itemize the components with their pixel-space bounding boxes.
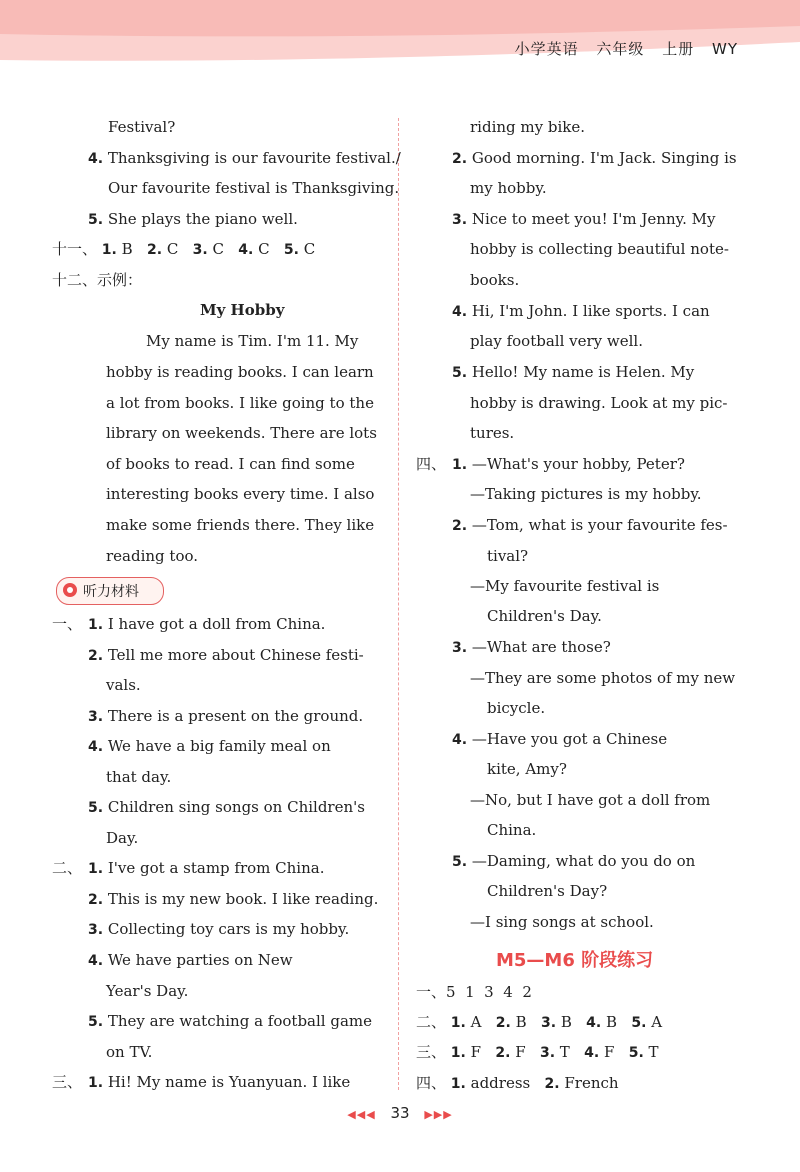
transcript-line: hobby is collecting beautiful note- xyxy=(470,240,729,258)
item-number: 4. xyxy=(586,1015,602,1031)
essay-line: hobby is reading books. I can learn xyxy=(106,363,374,381)
item-number: 2. xyxy=(146,242,163,258)
item-number: 3. xyxy=(192,242,208,258)
dialogue-line xyxy=(452,454,685,475)
dialogue-line xyxy=(452,637,611,658)
dialogue-line xyxy=(452,851,695,872)
item-number: 2. xyxy=(452,151,468,167)
essay-line: reading too. xyxy=(106,547,199,565)
dialogue-line xyxy=(452,515,728,536)
transcript-line xyxy=(452,301,710,322)
answer-line xyxy=(88,148,401,169)
answer-value: A xyxy=(651,1013,663,1031)
transcript-line: riding my bike. xyxy=(470,118,585,136)
section-label: 三、 xyxy=(416,1043,447,1061)
dialogue-text: —Daming, what do you do on xyxy=(471,852,696,870)
transcript-line xyxy=(88,736,331,757)
page-footer xyxy=(0,1104,800,1122)
example-label: 示例： xyxy=(97,271,143,289)
answer-value: T xyxy=(559,1043,570,1061)
item-number: 2. xyxy=(544,1076,560,1092)
item-number: 3. xyxy=(540,1015,557,1031)
dialogue-text: —What are those? xyxy=(471,638,611,656)
item-number: 4. xyxy=(584,1045,600,1061)
item-number: 1. xyxy=(450,1076,466,1092)
dialogue-line: Children's Day? xyxy=(487,882,608,900)
item-number: 4. xyxy=(88,953,104,969)
answer-value: B xyxy=(121,240,133,258)
item-number: 5. xyxy=(283,242,299,258)
item-number: 1. xyxy=(88,1075,104,1091)
answer-line xyxy=(88,209,298,230)
item-number: 2. xyxy=(495,1045,511,1061)
left-arrows-icon: ◀◀◀ xyxy=(347,1108,376,1121)
item-number: 2. xyxy=(452,518,468,534)
transcript-line xyxy=(88,858,324,879)
item-number: 1. xyxy=(450,1015,466,1031)
page-header xyxy=(0,0,800,80)
answer-value: A xyxy=(470,1013,482,1031)
item-number: 2. xyxy=(88,892,104,908)
dialogue-line: —I sing songs at school. xyxy=(470,913,654,931)
answer-value: F xyxy=(470,1043,482,1061)
item-number: 5. xyxy=(88,800,104,816)
answer-text: Thanksgiving is our favourite festival./ xyxy=(107,149,401,167)
listening-material-badge xyxy=(56,577,164,605)
item-number: 2. xyxy=(88,648,104,664)
item-number: 4. xyxy=(452,304,468,320)
text-line: Our favourite festival is Thanksgiving. xyxy=(108,179,400,197)
section-label: 一、 xyxy=(416,983,447,1001)
transcript-line xyxy=(452,148,737,169)
header-subject: 小学英语 xyxy=(514,40,579,58)
transcript-line xyxy=(452,209,715,230)
item-number: 1. xyxy=(88,617,104,633)
transcript-text: Collecting toy cars is my hobby. xyxy=(107,920,350,938)
item-number: 3. xyxy=(452,640,468,656)
stage-practice-title: M5—M6 阶段练习 xyxy=(496,950,654,971)
transcript-text: I have got a doll from China. xyxy=(107,615,326,633)
answer-value: B xyxy=(515,1013,527,1031)
transcript-line xyxy=(88,1072,350,1093)
essay-title: My Hobby xyxy=(200,301,285,319)
item-number: 4. xyxy=(452,732,468,748)
answer-value: C xyxy=(212,240,224,258)
headphones-icon xyxy=(63,583,77,597)
essay-line: make some friends there. They like xyxy=(106,516,375,534)
item-number: 4. xyxy=(88,739,104,755)
answer-value: address xyxy=(470,1074,531,1092)
transcript-line: vals. xyxy=(106,676,141,694)
transcript-text: We have parties on New xyxy=(107,951,293,969)
dialogue-line: —My favourite festival is xyxy=(470,577,660,595)
stage-answers-2 xyxy=(416,1012,662,1033)
transcript-line xyxy=(88,1011,372,1032)
answer-value: C xyxy=(166,240,179,258)
item-number: 5. xyxy=(452,365,468,381)
answer-value: French xyxy=(564,1074,619,1092)
transcript-text: They are watching a football game xyxy=(107,1012,372,1030)
header-grade: 六年级 xyxy=(596,40,645,58)
item-number: 5. xyxy=(88,212,104,228)
column-divider xyxy=(398,118,399,1090)
item-number: 4. xyxy=(88,151,104,167)
transcript-line: books. xyxy=(470,271,520,289)
transcript-line xyxy=(88,706,363,727)
item-number: 3. xyxy=(539,1045,556,1061)
dialogue-line: —No, but I have got a doll from xyxy=(470,791,711,809)
transcript-line xyxy=(88,645,364,666)
item-number: 1. xyxy=(450,1045,466,1061)
transcript-line xyxy=(88,889,378,910)
answer-value: F xyxy=(515,1043,526,1061)
essay-line: a lot from books. I like going to the xyxy=(106,394,374,412)
answer-sequence: 5 1 3 4 2 xyxy=(446,983,532,1001)
section-label: 十二、 xyxy=(52,271,98,289)
transcript-text: This is my new book. I like reading. xyxy=(107,890,379,908)
section-label: 四、 xyxy=(416,1074,447,1092)
listening-label: 听力材料 xyxy=(83,584,139,600)
transcript-line: tures. xyxy=(470,424,515,442)
item-number: 1. xyxy=(88,861,104,877)
item-number: 5. xyxy=(628,1045,644,1061)
transcript-line: my hobby. xyxy=(470,179,547,197)
header-info xyxy=(503,38,738,59)
essay-line: interesting books every time. I also xyxy=(106,485,375,503)
dialogue-line: China. xyxy=(487,821,537,839)
stage-answers-1 xyxy=(416,982,532,1002)
section-label: 三、 xyxy=(52,1073,83,1091)
answer-value: B xyxy=(560,1013,572,1031)
stage-answers-3 xyxy=(416,1042,659,1063)
answer-text: She plays the piano well. xyxy=(107,210,298,228)
dialogue-text: —What's your hobby, Peter? xyxy=(471,455,685,473)
transcript-line: that day. xyxy=(106,768,172,786)
text-line: Festival? xyxy=(108,118,176,136)
header-volume: 上册 xyxy=(662,40,695,58)
item-number: 5. xyxy=(452,854,468,870)
transcript-text: Good morning. I'm Jack. Singing is xyxy=(471,149,737,167)
transcript-line xyxy=(88,614,325,635)
item-number: 3. xyxy=(452,212,468,228)
dialogue-line: bicycle. xyxy=(487,699,546,717)
transcript-text: Hello! My name is Helen. My xyxy=(471,363,695,381)
section-12 xyxy=(52,270,142,290)
transcript-line xyxy=(88,919,349,940)
essay-line: of books to read. I can find some xyxy=(106,455,355,473)
section-label: 十一、 xyxy=(52,240,98,258)
transcript-line xyxy=(452,362,694,383)
transcript-text: I've got a stamp from China. xyxy=(107,859,325,877)
stage-answers-4 xyxy=(416,1073,619,1094)
transcript-text: Nice to meet you! I'm Jenny. My xyxy=(471,210,716,228)
right-arrows-icon: ▶▶▶ xyxy=(424,1108,453,1121)
transcript-line: hobby is drawing. Look at my pic- xyxy=(470,394,728,412)
item-number: 5. xyxy=(631,1015,647,1031)
section-label: 二、 xyxy=(52,859,83,877)
transcript-text: We have a big family meal on xyxy=(107,737,331,755)
answer-value: B xyxy=(606,1013,618,1031)
transcript-line xyxy=(88,797,365,818)
item-number: 1. xyxy=(101,242,117,258)
answer-value: F xyxy=(603,1043,615,1061)
item-number: 4. xyxy=(238,242,254,258)
dialogue-line: Children's Day. xyxy=(487,607,602,625)
page-number: 33 xyxy=(390,1104,410,1122)
answer-value: C xyxy=(303,240,316,258)
transcript-text: There is a present on the ground. xyxy=(107,707,364,725)
item-number: 3. xyxy=(88,922,104,938)
dialogue-line: kite, Amy? xyxy=(487,760,567,778)
dialogue-line: —Taking pictures is my hobby. xyxy=(470,485,702,503)
transcript-line: on TV. xyxy=(106,1043,153,1061)
essay-line: My name is Tim. I'm 11. My xyxy=(146,332,359,350)
item-number: 1. xyxy=(452,457,468,473)
item-number: 3. xyxy=(88,709,104,725)
item-number: 5. xyxy=(88,1014,104,1030)
transcript-text: Children sing songs on Children's xyxy=(107,798,365,816)
dialogue-line xyxy=(452,729,667,750)
essay-line: library on weekends. There are lots xyxy=(106,424,377,442)
section-label: 一、 xyxy=(52,615,83,633)
answer-value: T xyxy=(648,1043,659,1061)
transcript-line: Day. xyxy=(106,829,139,847)
dialogue-line: —They are some photos of my new xyxy=(470,669,736,687)
dialogue-line: tival? xyxy=(487,547,529,565)
item-number: 2. xyxy=(495,1015,511,1031)
answer-value: C xyxy=(258,240,270,258)
header-edition: WY xyxy=(712,40,738,58)
transcript-text: Hi! My name is Yuanyuan. I like xyxy=(107,1073,351,1091)
dialogue-text: —Have you got a Chinese xyxy=(471,730,668,748)
transcript-line: Year's Day. xyxy=(106,982,189,1000)
dialogue-text: —Tom, what is your favourite fes- xyxy=(471,516,728,534)
transcript-text: Hi, I'm John. I like sports. I can xyxy=(471,302,710,320)
section-11-answers xyxy=(52,239,315,260)
section-label: 二、 xyxy=(416,1013,447,1031)
section-label: 四、 xyxy=(416,455,447,473)
transcript-line: play football very well. xyxy=(470,332,643,350)
transcript-line xyxy=(88,950,293,971)
transcript-text: Tell me more about Chinese festi- xyxy=(107,646,364,664)
